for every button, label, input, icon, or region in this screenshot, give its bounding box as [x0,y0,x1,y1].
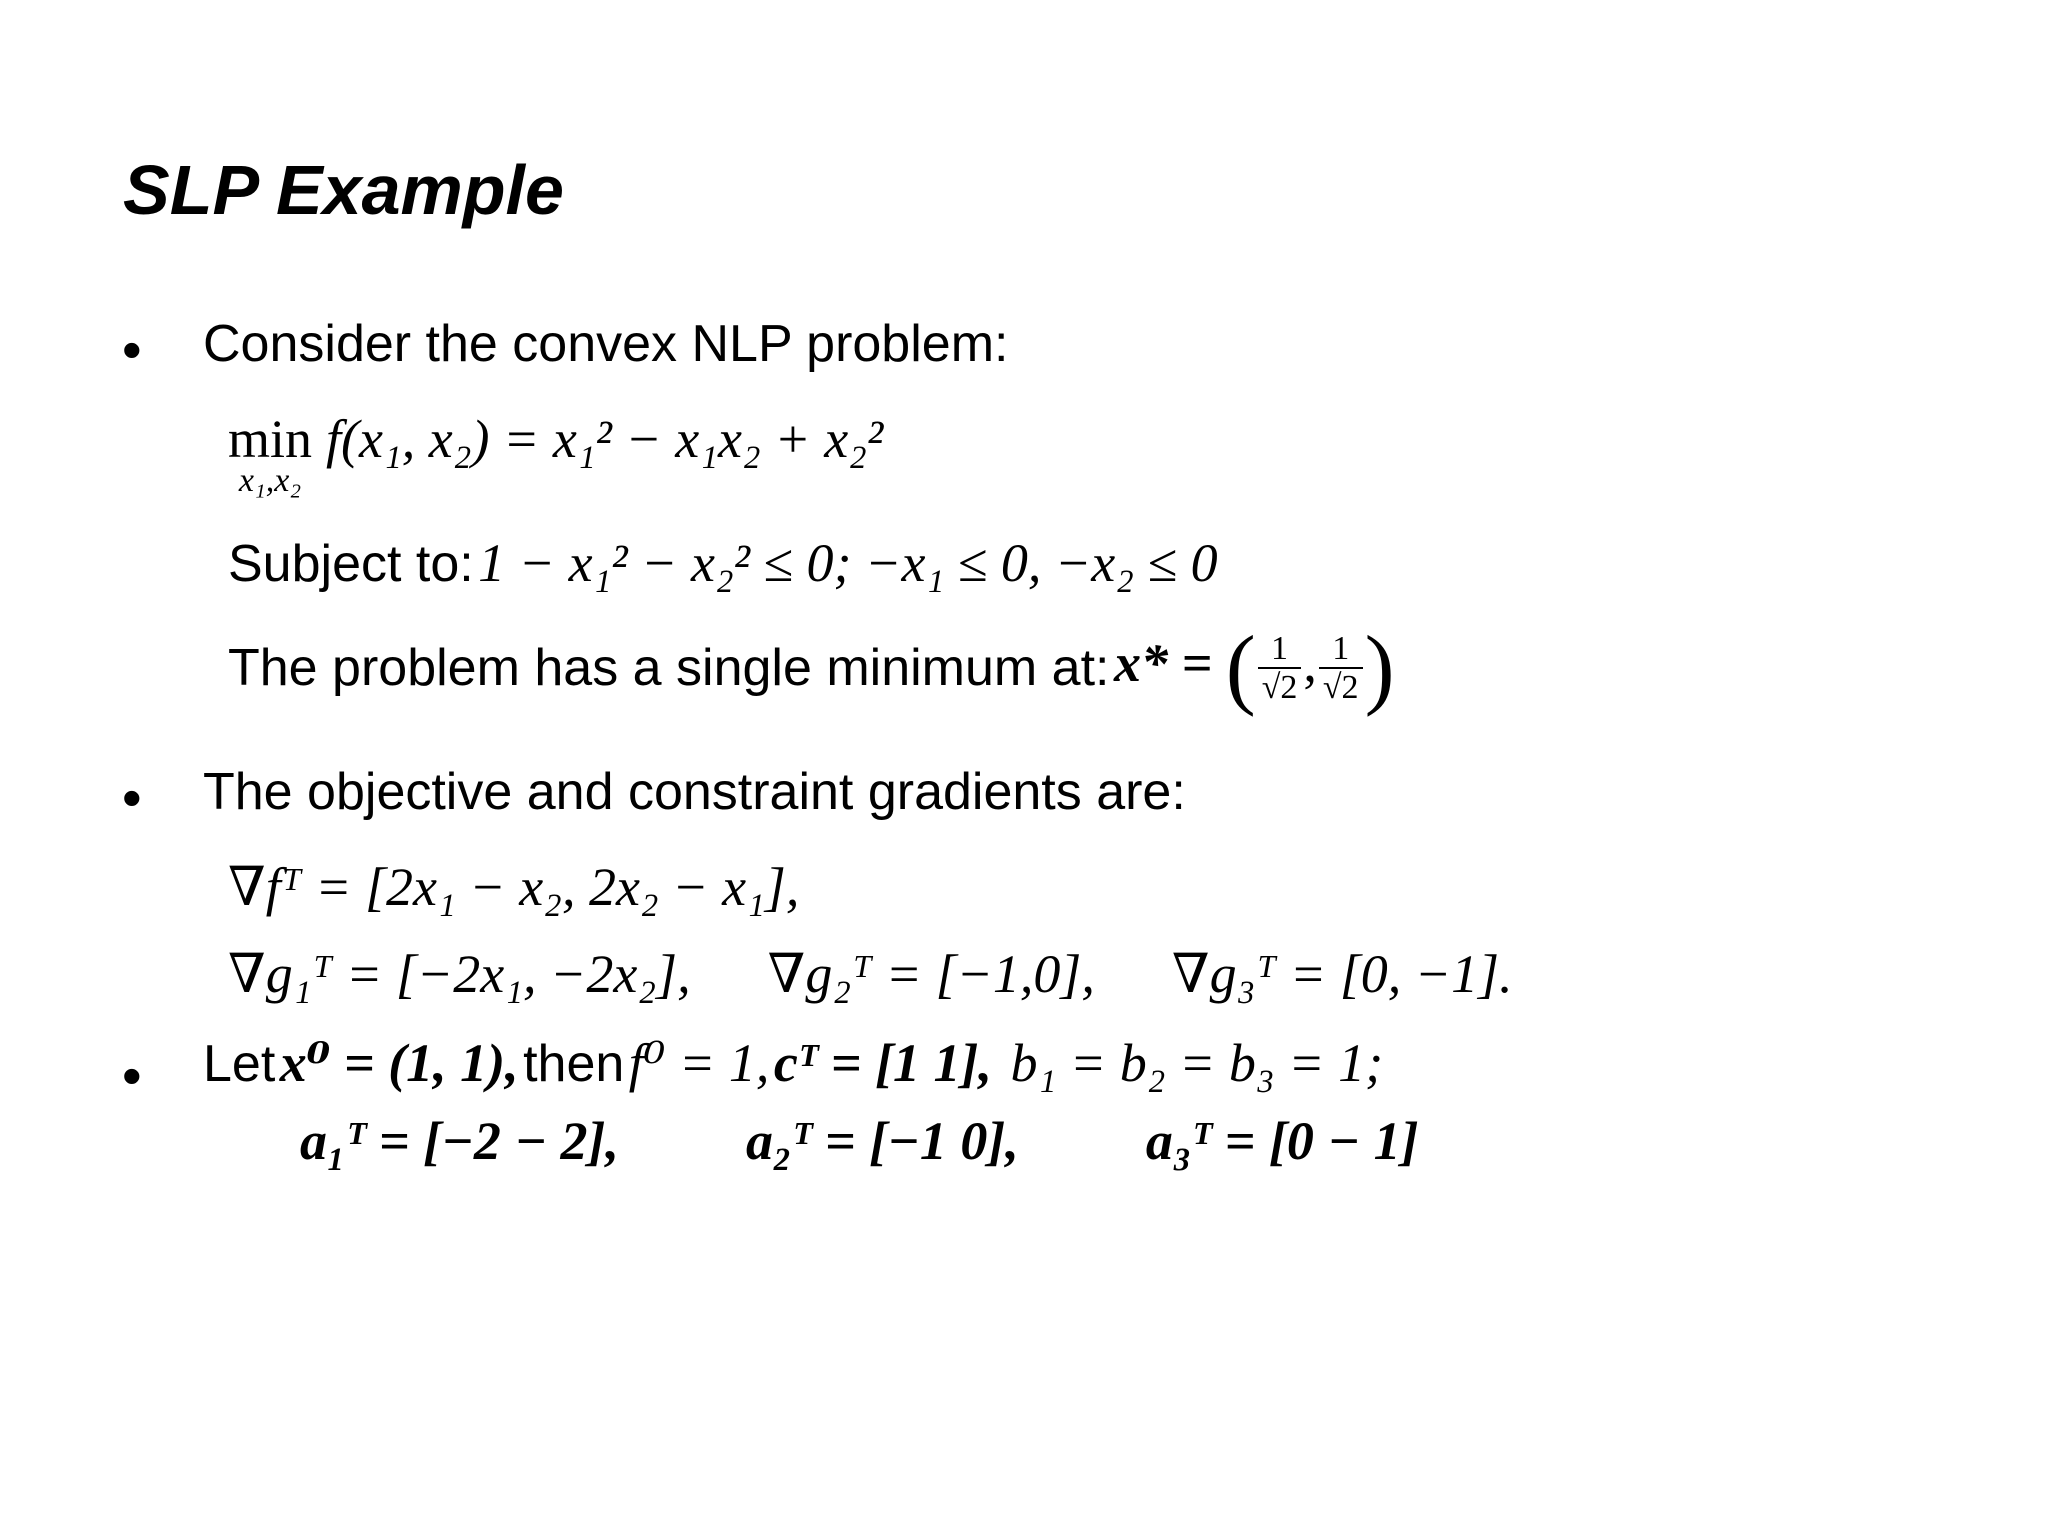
objective-function: f(x₁, x₂) = x₁² − x₁x₂ + x₂² [326,409,884,469]
a1-expression: a₁ᵀ = [−2 − 2], [300,1111,620,1171]
grad-g-line [228,942,1513,1005]
constraints-expression: 1 − x₁² − x₂² ≤ 0; −x₁ ≤ 0, −x₂ ≤ 0 [478,533,1218,593]
f0-expression: f⁰ = 1, [628,1033,770,1093]
minimum-line [228,618,1395,718]
constraints-line [228,532,1218,595]
a3-expression: a₃ᵀ = [0 − 1] [1145,1111,1419,1171]
grad-g2: ∇g₂ᵀ = [−1,0], [767,944,1095,1004]
subject-to-label: Subject to: [228,535,474,593]
right-paren: ) [1364,618,1395,718]
bullet-2-text: The objective and constraint gradients are: [203,763,1186,821]
grad-g1: ∇g₁ᵀ = [−2x₁, −2x₂], [228,944,691,1004]
c-expression: cᵀ = [1 1], [773,1033,993,1093]
min-subscript: x₁,x₂ [238,462,302,499]
min-operator: min x₁,x₂ [228,409,313,499]
grad-g3: ∇g₃ᵀ = [0, −1]. [1171,944,1513,1004]
x0-expression: x⁰ = (1, 1), [279,1033,519,1093]
bullet-3-line [203,1030,1383,1095]
let-label: Let [203,1035,276,1093]
a2-expression: a₂ᵀ = [−1 0], [746,1111,1019,1171]
left-paren: ( [1225,618,1256,718]
bullet-dot: • [122,318,142,381]
fraction-2: $\frac{1}{√2}$ [1319,630,1363,707]
then-label: then [523,1035,625,1093]
b-expression: b₁ = b₂ = b₃ = 1; [1010,1033,1384,1093]
grad-f-line: ∇fᵀ = [2x₁ − x₂, 2x₂ − x₁], [228,857,800,917]
minimum-expression: x* = ( $\frac{1}{√2}$ , $\frac{1}{√2}$ ) [1113,618,1395,718]
a-vectors-line [300,1110,1419,1172]
bullet-dot: • [122,766,142,829]
fraction-1: $\frac{1}{√2}$ [1258,630,1302,707]
bullet-dot: • [122,1044,142,1107]
objective-line [228,408,883,500]
slide-title: SLP Example [123,151,564,229]
minimum-label: The problem has a single minimum at: [228,639,1110,698]
bullet-1-text: Consider the convex NLP problem: [203,315,1009,373]
